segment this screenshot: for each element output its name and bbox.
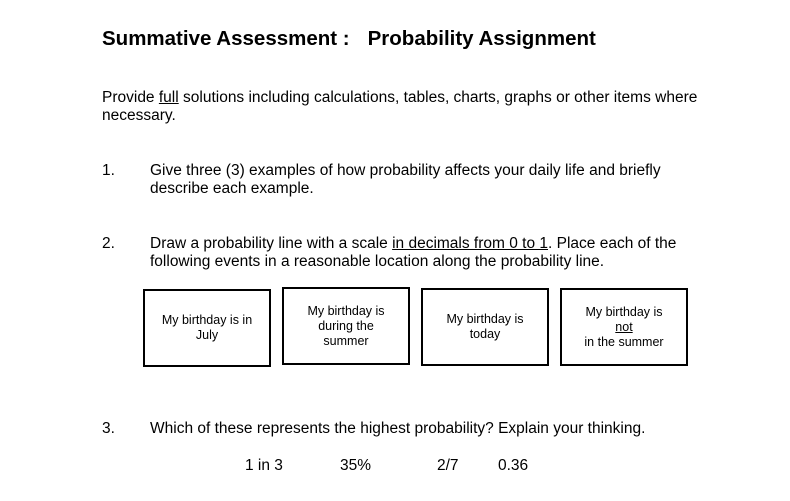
option-2-7: 2/7: [437, 457, 459, 474]
option-0-36: 0.36: [498, 457, 529, 474]
event-box-not-summer: [560, 288, 688, 366]
event-boxes: [143, 288, 691, 368]
event-text-start: My birthday is: [585, 304, 663, 319]
question-3-number: 3.: [102, 420, 115, 437]
question-2-text-end: . Place each of the following events in a reasonable location along the probability line.: [150, 235, 677, 270]
event-label: [568, 305, 679, 350]
instructions-underlined-word: full: [158, 89, 179, 106]
question-1-text: Give three (3) examples of how probability affects your daily life and briefly describe each example.: [150, 162, 661, 197]
event-box-today: [421, 288, 549, 366]
instructions-text-start: Provide: [102, 89, 159, 106]
probability-options: [0, 457, 790, 477]
question-2-number: 2.: [102, 235, 115, 252]
title-assessment: Summative Assessment :: [102, 27, 350, 50]
option-35-percent: 35%: [340, 457, 372, 474]
question-2-text: [150, 235, 710, 271]
instructions-text-end: solutions including calculations, tables, charts, graphs or other items where necessary.: [102, 89, 698, 124]
question-3-text: Which of these represents the highest probability? Explain your thinking.: [150, 420, 646, 437]
event-box-july: [143, 289, 271, 367]
event-text: My birthday is during the summer: [307, 303, 385, 348]
event-box-summer: [282, 287, 410, 365]
instructions-paragraph: [102, 89, 702, 125]
event-label: [145, 313, 269, 343]
event-text: My birthday is in July: [161, 313, 253, 342]
question-2-underlined-scale: in decimals from 0 to 1: [392, 235, 549, 252]
question-1-number: 1.: [102, 162, 115, 179]
event-label: [423, 312, 547, 342]
event-label: [284, 304, 408, 349]
page-title: [102, 27, 596, 51]
title-assignment: Probability Assignment: [367, 27, 596, 50]
event-underlined-word: not: [615, 319, 633, 334]
event-text: My birthday is today: [446, 312, 524, 341]
question-2-text-start: Draw a probability line with a scale: [150, 235, 393, 252]
option-1-in-3: 1 in 3: [245, 457, 283, 474]
event-text-end: in the summer: [584, 334, 664, 349]
